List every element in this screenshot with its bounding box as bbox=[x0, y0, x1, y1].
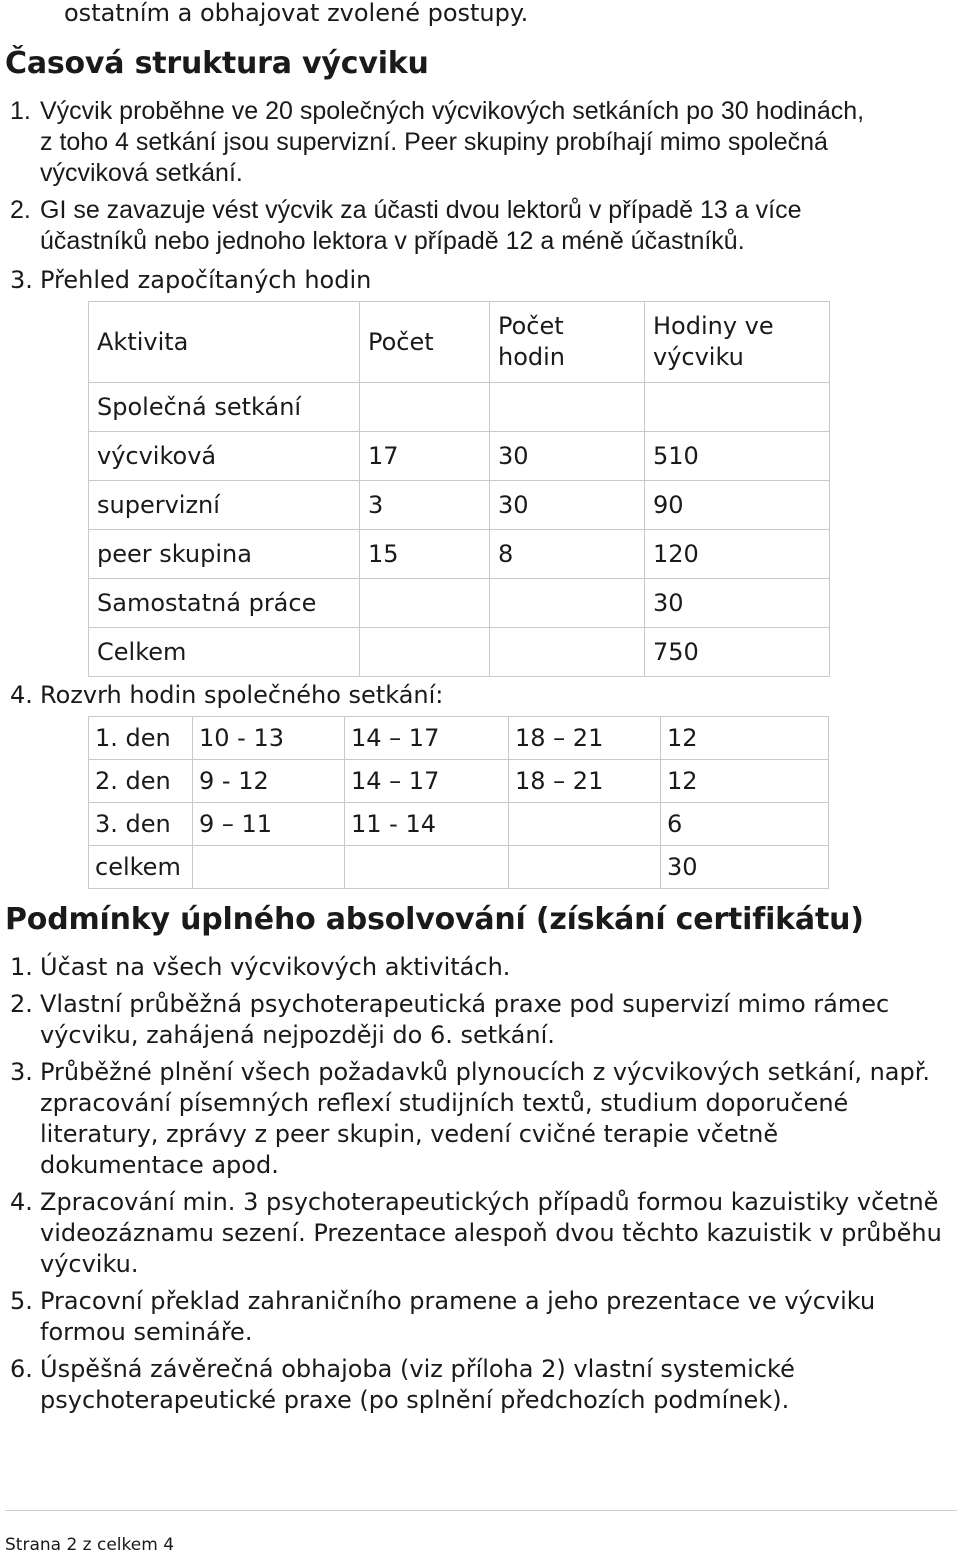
footer-divider bbox=[5, 1510, 957, 1511]
table-cell bbox=[360, 628, 490, 677]
table-row bbox=[89, 481, 830, 530]
table-row bbox=[89, 432, 830, 481]
table-cell: Celkem bbox=[89, 628, 360, 677]
table-cell bbox=[345, 846, 509, 889]
table-cell: 90 bbox=[645, 481, 830, 530]
table-cell bbox=[490, 579, 645, 628]
list-item: 4. Zpracování min. 3 psychoterapeutických případů formou kazuistiky včetně videozáznamu sezení. Prezentace alespoň dvou těchto kazuistik v průběhu výcviku. bbox=[10, 1188, 942, 1278]
table-row bbox=[89, 803, 829, 846]
table-header-row bbox=[89, 302, 830, 383]
table-cell: peer skupina bbox=[89, 530, 360, 579]
table-cell: 12 bbox=[661, 760, 829, 803]
table-cell bbox=[490, 628, 645, 677]
table-cell: 9 – 11 bbox=[193, 803, 345, 846]
table-row bbox=[89, 383, 830, 432]
table-cell: 8 bbox=[490, 530, 645, 579]
intro-tail-text: ostatním a obhajovat zvolené postupy. bbox=[64, 0, 529, 27]
table-cell: Společná setkání bbox=[89, 383, 360, 432]
table-cell: 3 bbox=[360, 481, 490, 530]
table-row bbox=[89, 628, 830, 677]
table-cell: 2. den bbox=[89, 760, 193, 803]
table-cell: 6 bbox=[661, 803, 829, 846]
list-item: 6. Úspěšná závěrečná obhajoba (viz příloha 2) vlastní systemické psychoterapeutické praxe (po splnění předchozích podmínek). bbox=[10, 1355, 795, 1414]
table-cell: 120 bbox=[645, 530, 830, 579]
table-cell: 14 – 17 bbox=[345, 760, 509, 803]
hours-table bbox=[88, 301, 830, 677]
table-cell bbox=[490, 383, 645, 432]
list-item: 5. Pracovní překlad zahraničního pramene a jeho prezentace ve výcviku formou semináře. bbox=[10, 1287, 876, 1346]
table-cell: 30 bbox=[490, 432, 645, 481]
table-cell: 12 bbox=[661, 717, 829, 760]
table-cell: 17 bbox=[360, 432, 490, 481]
list-item: 2. GI se zavazuje vést výcvik za účasti dvou lektorů v případě 13 a více účastníků nebo jednoho lektora v případě 12 a méně účastníků. bbox=[10, 196, 802, 255]
table-cell: 510 bbox=[645, 432, 830, 481]
table-row bbox=[89, 717, 829, 760]
table-cell: 750 bbox=[645, 628, 830, 677]
table-cell bbox=[509, 846, 661, 889]
table-cell: supervizní bbox=[89, 481, 360, 530]
table-row bbox=[89, 530, 830, 579]
table-cell: 30 bbox=[490, 481, 645, 530]
header-cell: Hodiny ve výcviku bbox=[645, 302, 830, 383]
list-item: 1. Účast na všech výcvikových aktivitách. bbox=[10, 953, 511, 981]
table-cell: 11 - 14 bbox=[345, 803, 509, 846]
table-cell: Samostatná práce bbox=[89, 579, 360, 628]
table-cell bbox=[193, 846, 345, 889]
table-cell: 10 - 13 bbox=[193, 717, 345, 760]
table-cell: 15 bbox=[360, 530, 490, 579]
table-cell: celkem bbox=[89, 846, 193, 889]
list-item: 1. Výcvik proběhne ve 20 společných výcvikových setkáních po 30 hodinách, z toho 4 setkání jsou supervizní. Peer skupiny probíhají mimo společná výcviková setkání. bbox=[10, 97, 865, 187]
section-title-time-structure: Časová struktura výcviku bbox=[5, 46, 429, 81]
table-cell bbox=[360, 383, 490, 432]
table-cell: 1. den bbox=[89, 717, 193, 760]
table-cell: 30 bbox=[645, 579, 830, 628]
schedule-table bbox=[88, 716, 829, 889]
completion-conditions-list bbox=[10, 952, 942, 1416]
list-item: 2. Vlastní průběžná psychoterapeutická praxe pod supervizí mimo rámec výcviku, zahájená nejpozději do 6. setkání. bbox=[10, 990, 890, 1049]
table-cell bbox=[360, 579, 490, 628]
header-cell: Aktivita bbox=[89, 302, 360, 383]
table-cell: 3. den bbox=[89, 803, 193, 846]
table-cell: 18 – 21 bbox=[509, 760, 661, 803]
table-cell: výcviková bbox=[89, 432, 360, 481]
table-row bbox=[89, 579, 830, 628]
section-title-completion-conditions: Podmínky úplného absolvování (získání certifikátu) bbox=[5, 902, 864, 937]
page-number: Strana 2 z celkem 4 bbox=[5, 1535, 175, 1555]
list-item: 3. Průběžné plnění všech požadavků plynoucích z výcvikových setkání, např. zpracování písemných reflexí studijních textů, studium doporučené literatury, zprávy z peer skupin, vedení cvičné terapie včetně dokumentace apod. bbox=[10, 1058, 931, 1179]
list-item: 4. Rozvrh hodin společného setkání: bbox=[10, 681, 444, 709]
table-cell bbox=[645, 383, 830, 432]
table-cell: 30 bbox=[661, 846, 829, 889]
table-cell: 14 – 17 bbox=[345, 717, 509, 760]
time-structure-list bbox=[10, 96, 865, 257]
table-cell bbox=[509, 803, 661, 846]
table-cell: 18 – 21 bbox=[509, 717, 661, 760]
table-row bbox=[89, 760, 829, 803]
table-row bbox=[89, 846, 829, 889]
table-cell: 9 - 12 bbox=[193, 760, 345, 803]
list-item: 3. Přehled započítaných hodin bbox=[10, 266, 372, 294]
header-cell: Počet bbox=[360, 302, 490, 383]
header-cell: Počet hodin bbox=[490, 302, 645, 383]
